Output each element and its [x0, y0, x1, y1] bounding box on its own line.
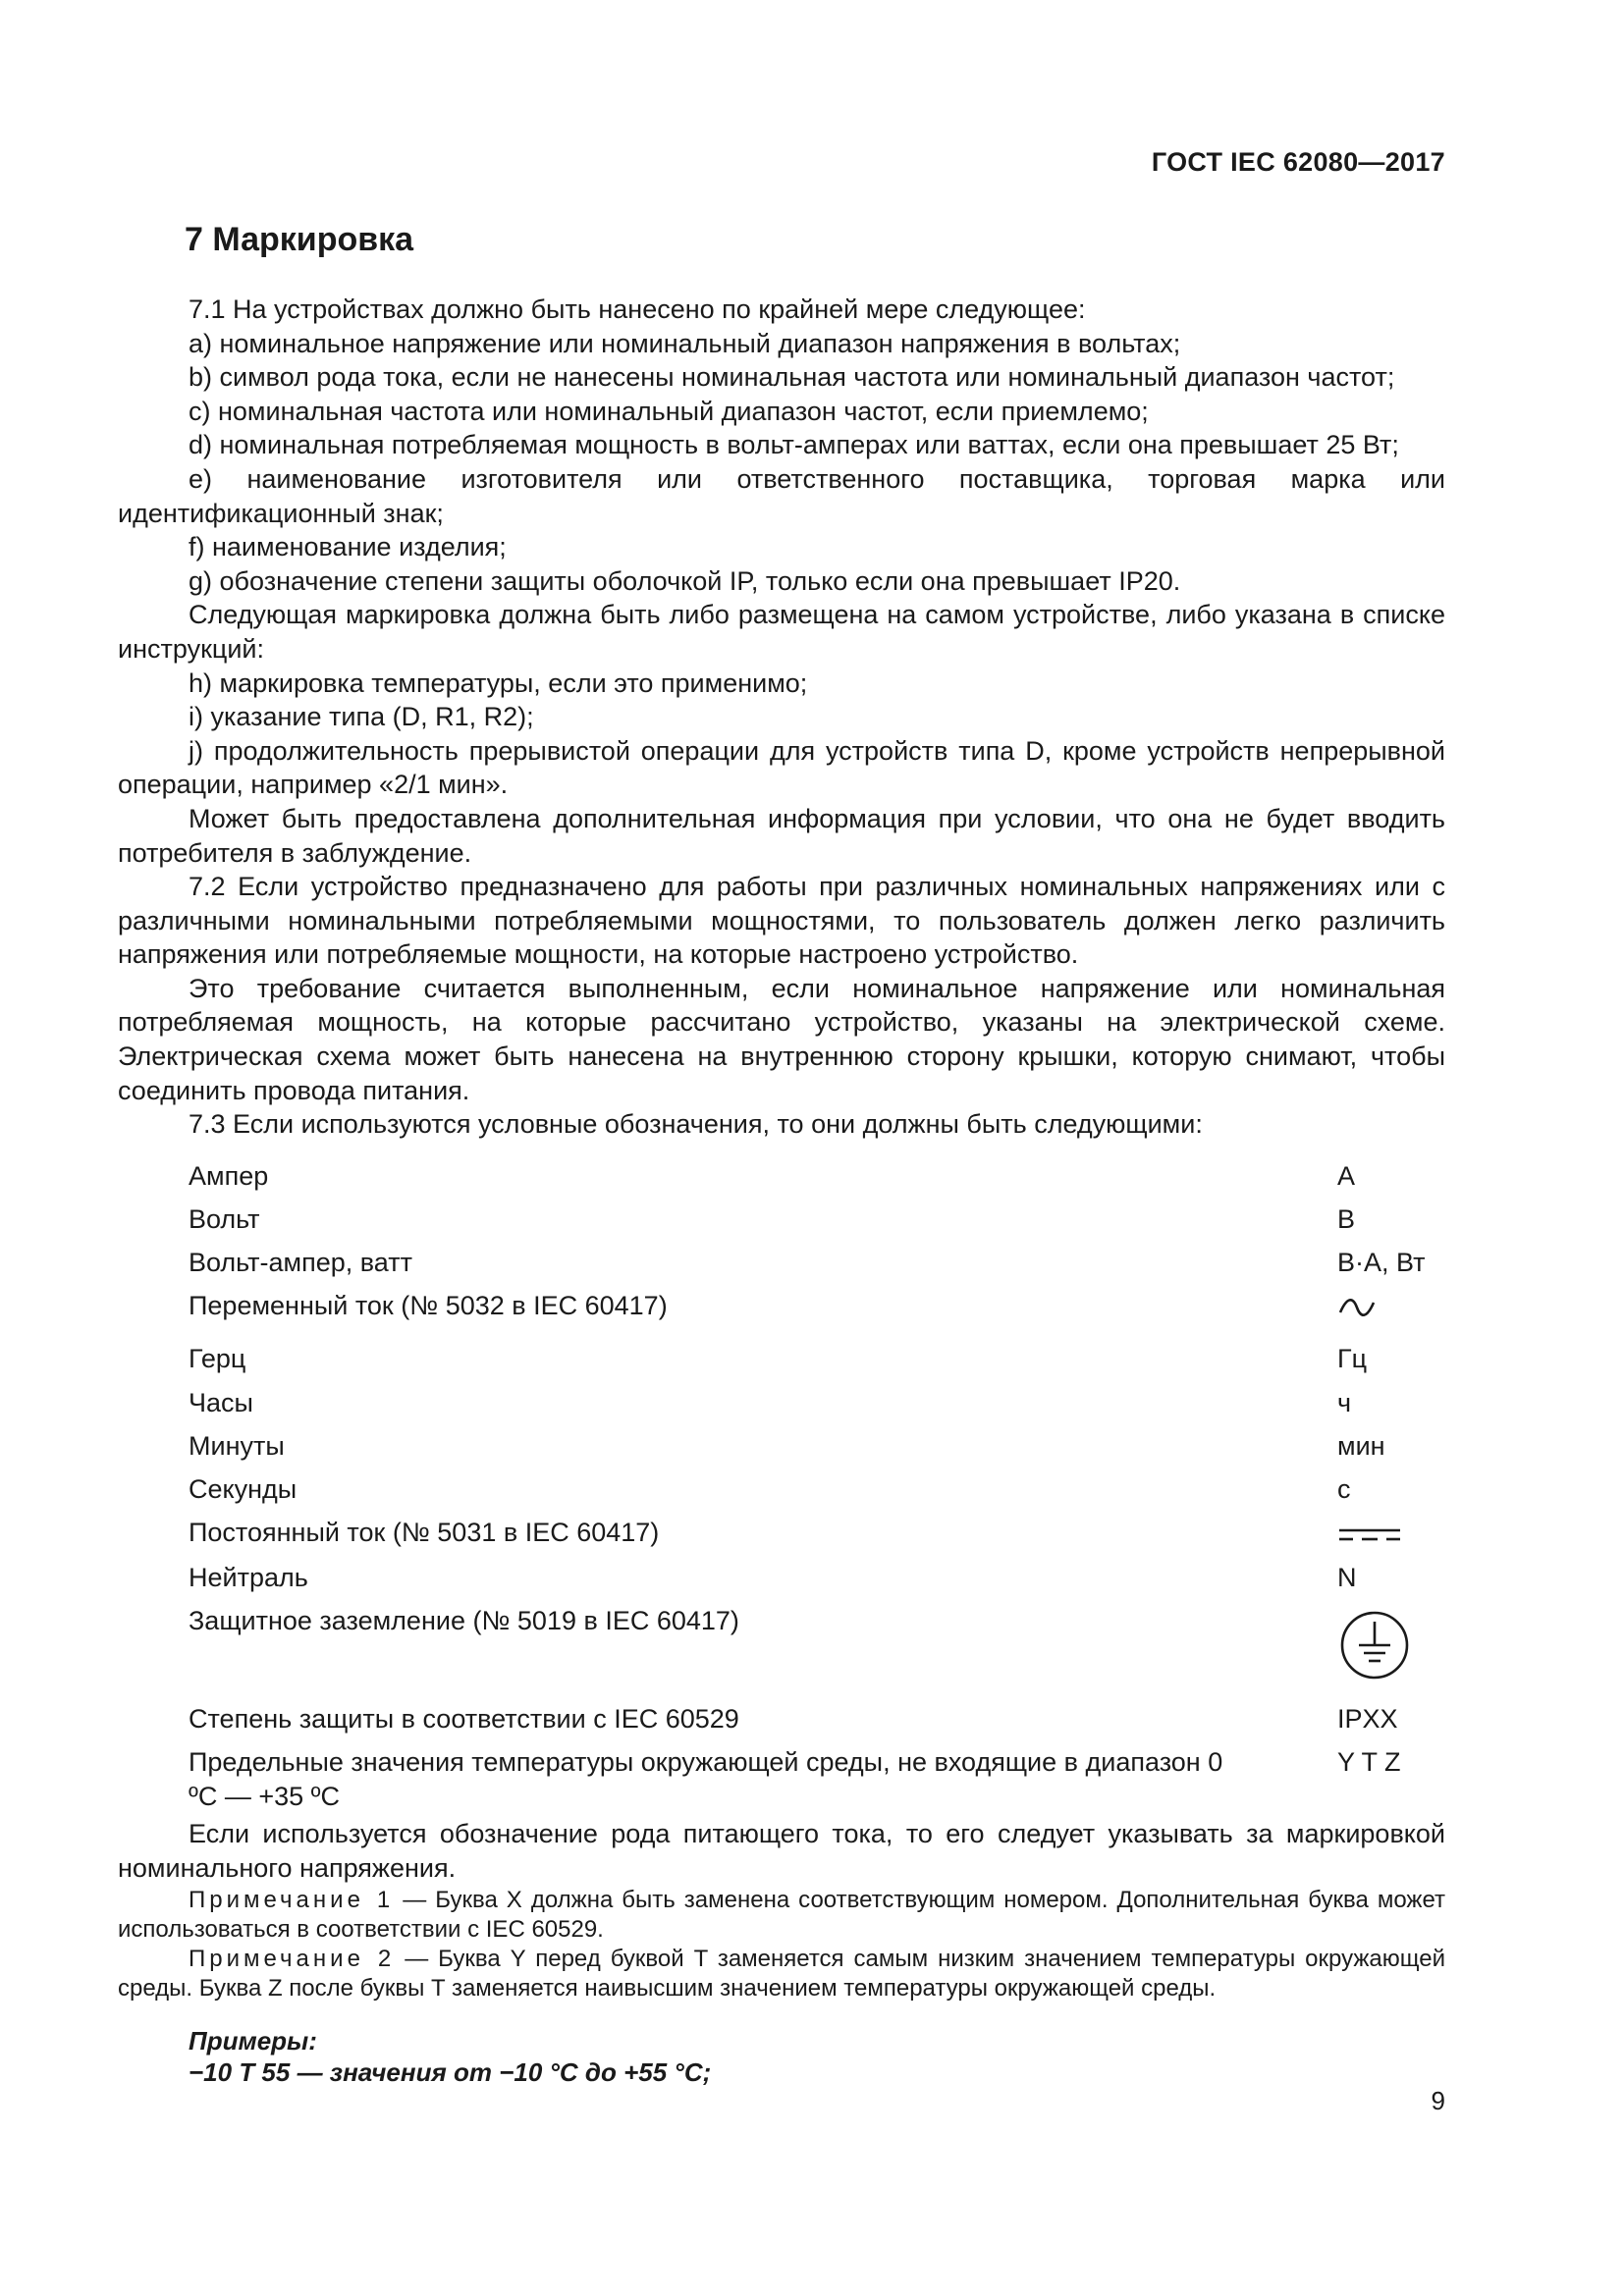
- symbol-row: [118, 1429, 1445, 1472]
- symbol-value: В: [1337, 1204, 1356, 1235]
- symbol-value: IPXX: [1337, 1703, 1398, 1734]
- symbol-label: Минуты: [189, 1430, 285, 1461]
- symbol-row: [118, 1342, 1445, 1385]
- example-item: −10 T 55 — значения от −10 °C до +55 °C;: [189, 2056, 712, 2087]
- paragraph: 7.1 На устройствах должно быть нанесено по крайней мере следующее:: [189, 294, 1086, 324]
- symbol-label: Переменный ток (№ 5032 в IEC 60417): [189, 1291, 668, 1321]
- paragraph: Это требование считается выполненным, если номинальное напряжение или номинальная потребляемая мощность, на которые рассчитано устройство, указаны на электрической схеме. Электрическая схема может быть нанесена на внутреннюю сторону крышки, которую снимают, чтобы соединить провода питания.: [118, 973, 1445, 1105]
- symbol-label: Ампер: [189, 1160, 269, 1191]
- symbol-label: Часы: [189, 1387, 253, 1417]
- symbol-row: [118, 1702, 1445, 1745]
- list-item: c) номинальная частота или номинальный диапазон частот, если приемлемо;: [189, 396, 1149, 426]
- list-item: a) номинальное напряжение или номинальный диапазон напряжения в вольтах;: [189, 328, 1181, 358]
- paragraph: 7.3 Если используются условные обозначения, то они должны быть следующими:: [189, 1109, 1203, 1140]
- symbol-value: [1337, 1289, 1445, 1324]
- list-item: h) маркировка температуры, если это применимо;: [189, 667, 808, 698]
- note-prefix: Примечание 2: [189, 1945, 396, 1972]
- paragraph: Следующая маркировка должна быть либо размещена на самом устройстве, либо указана в списке инструкций:: [118, 600, 1445, 664]
- symbol-row: [118, 1561, 1445, 1604]
- symbol-row: [118, 1745, 1445, 1813]
- list-item: b) символ рода тока, если не нанесены номинальная частота или номинальный диапазон частот;: [189, 362, 1395, 393]
- body-text: [118, 218, 1445, 2088]
- symbol-label: Вольт: [189, 1204, 260, 1235]
- symbol-row: [118, 1246, 1445, 1289]
- symbol-label: Постоянный ток (№ 5031 в IEC 60417): [189, 1518, 660, 1548]
- examples-block: [118, 2025, 1445, 2088]
- symbol-value: Гц: [1337, 1344, 1368, 1374]
- symbol-row: [118, 1386, 1445, 1429]
- dc-current-icon: [1337, 1518, 1402, 1551]
- symbol-row: [118, 1472, 1445, 1516]
- page-number: 9: [1431, 2086, 1445, 2115]
- list-item: j) продолжительность прерывистой операции для устройств типа D, кроме устройств непрерывной операции, например «2/1 мин».: [118, 735, 1445, 800]
- symbol-label: Степень защиты в соответствии с IEC 60529: [189, 1703, 739, 1734]
- list-item: e) наименование изготовителя или ответственного поставщика, торговая марка или идентификационный знак;: [118, 463, 1445, 528]
- note-text: — Буква Y перед буквой T заменяется самым низким значением температуры окружающей среды. Буква Z после буквы T заменяется наивысшим значением температуры окружающей среды.: [118, 1945, 1445, 2002]
- symbol-row: [118, 1604, 1445, 1702]
- symbol-value: [1337, 1604, 1445, 1681]
- symbol-row: [118, 1159, 1445, 1202]
- symbol-row: [118, 1202, 1445, 1246]
- note-1: [118, 1886, 1445, 1945]
- symbol-value: A: [1337, 1160, 1356, 1191]
- symbol-label: Предельные значения температуры окружающей среды, не входящие в диапазон 0 ºC — +35 ºC: [189, 1747, 1223, 1811]
- ac-current-icon: [1337, 1291, 1377, 1324]
- symbol-row: [118, 1516, 1445, 1561]
- list-item: g) обозначение степени защиты оболочкой IP, только если она превышает IP20.: [189, 565, 1181, 596]
- examples-title: Примеры:: [189, 2025, 317, 2056]
- list-item: d) номинальная потребляемая мощность в вольт-амперах или ваттах, если она превышает 25 Вт;: [189, 430, 1399, 460]
- document-id-header: ГОСТ IEC 62080—2017: [1151, 147, 1445, 177]
- protective-earth-icon: [1337, 1606, 1412, 1681]
- symbol-value: мин: [1337, 1430, 1385, 1461]
- symbol-value: В·А, Вт: [1337, 1248, 1426, 1278]
- note-2: [118, 1945, 1445, 2003]
- symbol-value: Y T Z: [1337, 1747, 1401, 1778]
- paragraph: Может быть предоставлена дополнительная информация при условии, что она не будет вводить потребителя в заблуждение.: [118, 803, 1445, 868]
- symbol-value: N: [1337, 1562, 1357, 1592]
- symbol-label: Защитное заземление (№ 5019 в IEC 60417): [189, 1605, 739, 1635]
- list-item: i) указание типа (D, R1, R2);: [189, 702, 534, 732]
- section-title: 7 Маркировка: [185, 221, 414, 258]
- symbol-row: [118, 1289, 1445, 1342]
- symbol-label: Герц: [189, 1344, 246, 1374]
- symbol-label: Секунды: [189, 1473, 298, 1504]
- symbol-label: Нейтраль: [189, 1562, 308, 1592]
- list-item: f) наименование изделия;: [189, 532, 507, 562]
- paragraph: 7.2 Если устройство предназначено для работы при различных номинальных напряжениях или с различными номинальными потребляемыми мощностями, то пользователь должен легко различить напряжения или потребляемые мощности, на которые настроено устройство.: [118, 872, 1445, 970]
- paragraph: Если используется обозначение рода питающего тока, то его следует указывать за маркировкой номинального напряжения.: [118, 1819, 1445, 1883]
- symbols-table: [118, 1159, 1445, 1813]
- note-text: — Буква X должна быть заменена соответствующим номером. Дополнительная буква может использоваться в соответствии с IEC 60529.: [118, 1886, 1445, 1943]
- note-prefix: Примечание 1: [189, 1886, 395, 1913]
- symbol-value: ч: [1337, 1387, 1352, 1417]
- symbol-value: с: [1337, 1473, 1351, 1504]
- symbol-label: Вольт-ампер, ватт: [189, 1248, 412, 1278]
- symbol-value: [1337, 1516, 1445, 1551]
